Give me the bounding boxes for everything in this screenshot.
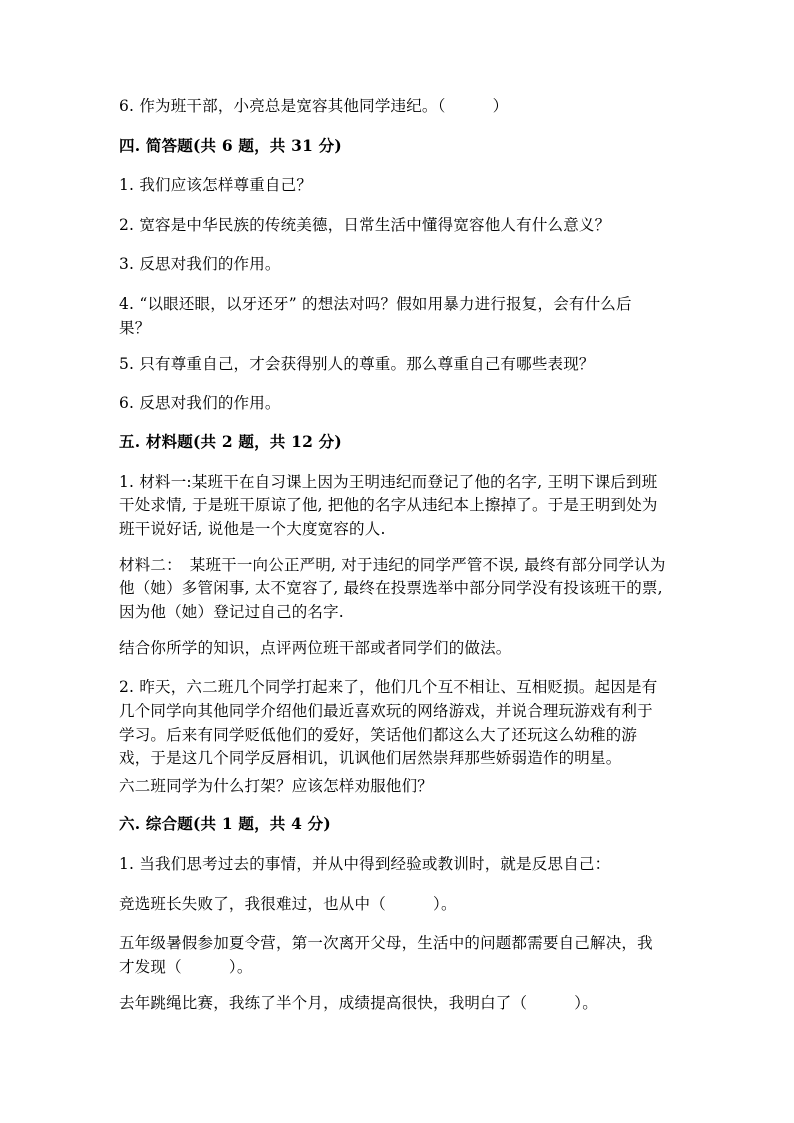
comprehensive-1-intro: 1. 当我们思考过去的事情，并从中得到经验或教训时，就是反思自己： <box>119 855 611 873</box>
material-2-line-1: 材料二： 某班干一向公正严明, 对于违纪的同学严管不误, 最终有部分同学认为 <box>119 556 666 574</box>
material-2-line-3: 因为他（她）登记过自己的名字. <box>119 603 344 621</box>
question-judge-6: 6. 作为班干部，小亮总是宽容其他同学违纪。（ ） <box>119 97 509 115</box>
question-short-6: 6. 反思对我们的作用。 <box>119 394 281 412</box>
section-heading-short-answer: 四. 简答题(共 6 题，共 31 分) <box>119 136 342 155</box>
material-1-line-3: 班干说好话, 说他是一个大度宽容的人. <box>119 520 386 538</box>
question-short-3: 3. 反思对我们的作用。 <box>119 255 281 273</box>
question-short-5: 5. 只有尊重自己，才会获得别人的尊重。那么尊重自己有哪些表现？ <box>119 355 595 373</box>
question-short-1: 1. 我们应该怎样尊重自己？ <box>119 176 313 194</box>
question-short-4-line-1: 4. “以眼还眼，以牙还牙” 的想法对吗？假如用暴力进行报复，会有什么后 <box>119 295 632 313</box>
section-heading-material: 五. 材料题(共 2 题，共 12 分) <box>119 432 342 451</box>
comprehensive-1-item-2-line-1: 五年级暑假参加夏令营，第一次离开父母，生活中的问题都需要自己解决，我 <box>119 934 653 952</box>
comprehensive-1-item-1: 竞选班长失败了，我很难过，也从中（ ）。 <box>119 895 457 913</box>
material-1-line-1: 1. 材料一:某班干在自习课上因为王明违纪而登记了他的名字, 王明下课后到班 <box>119 473 658 491</box>
material-2-text-line-4: 戏，于是这几个同学反唇相讥，讥讽他们居然崇拜那些娇弱造作的明星。 <box>119 749 622 767</box>
comprehensive-1-item-3: 去年跳绳比赛，我练了半个月，成绩提高很快，我明白了（ ）。 <box>119 994 598 1012</box>
material-2-question: 六二班同学为什么打架？应该怎样劝服他们？ <box>119 777 434 795</box>
material-2-text-line-2: 几个同学向其他同学介绍他们最近喜欢玩的网络游戏，并说合理玩游戏有利于 <box>119 702 653 720</box>
material-1-line-2: 干处求情, 于是班干原谅了他, 把他的名字从违纪本上擦掉了。于是王明到处为 <box>119 496 658 514</box>
comprehensive-1-item-2-line-2: 才发现（ ）。 <box>119 958 253 976</box>
material-1-question: 结合你所学的知识，点评两位班干部或者同学们的做法。 <box>119 639 512 657</box>
material-2-text-line-3: 学习。后来有同学贬低他们的爱好，笑话他们都这么大了还玩这么幼稚的游 <box>119 726 638 744</box>
section-heading-comprehensive: 六. 综合题(共 1 题，共 4 分) <box>119 814 331 833</box>
material-2-line-2: 他（她）多管闲事, 太不宽容了, 最终在投票选举中部分同学没有投该班干的票, <box>119 579 663 597</box>
question-short-4-line-2: 果？ <box>119 319 151 337</box>
question-short-2: 2. 宽容是中华民族的传统美德，日常生活中懂得宽容他人有什么意义？ <box>119 216 611 234</box>
material-2-text-line-1: 2. 昨天，六二班几个同学打起来了，他们几个互不相让、互相贬损。起因是有 <box>119 678 658 696</box>
